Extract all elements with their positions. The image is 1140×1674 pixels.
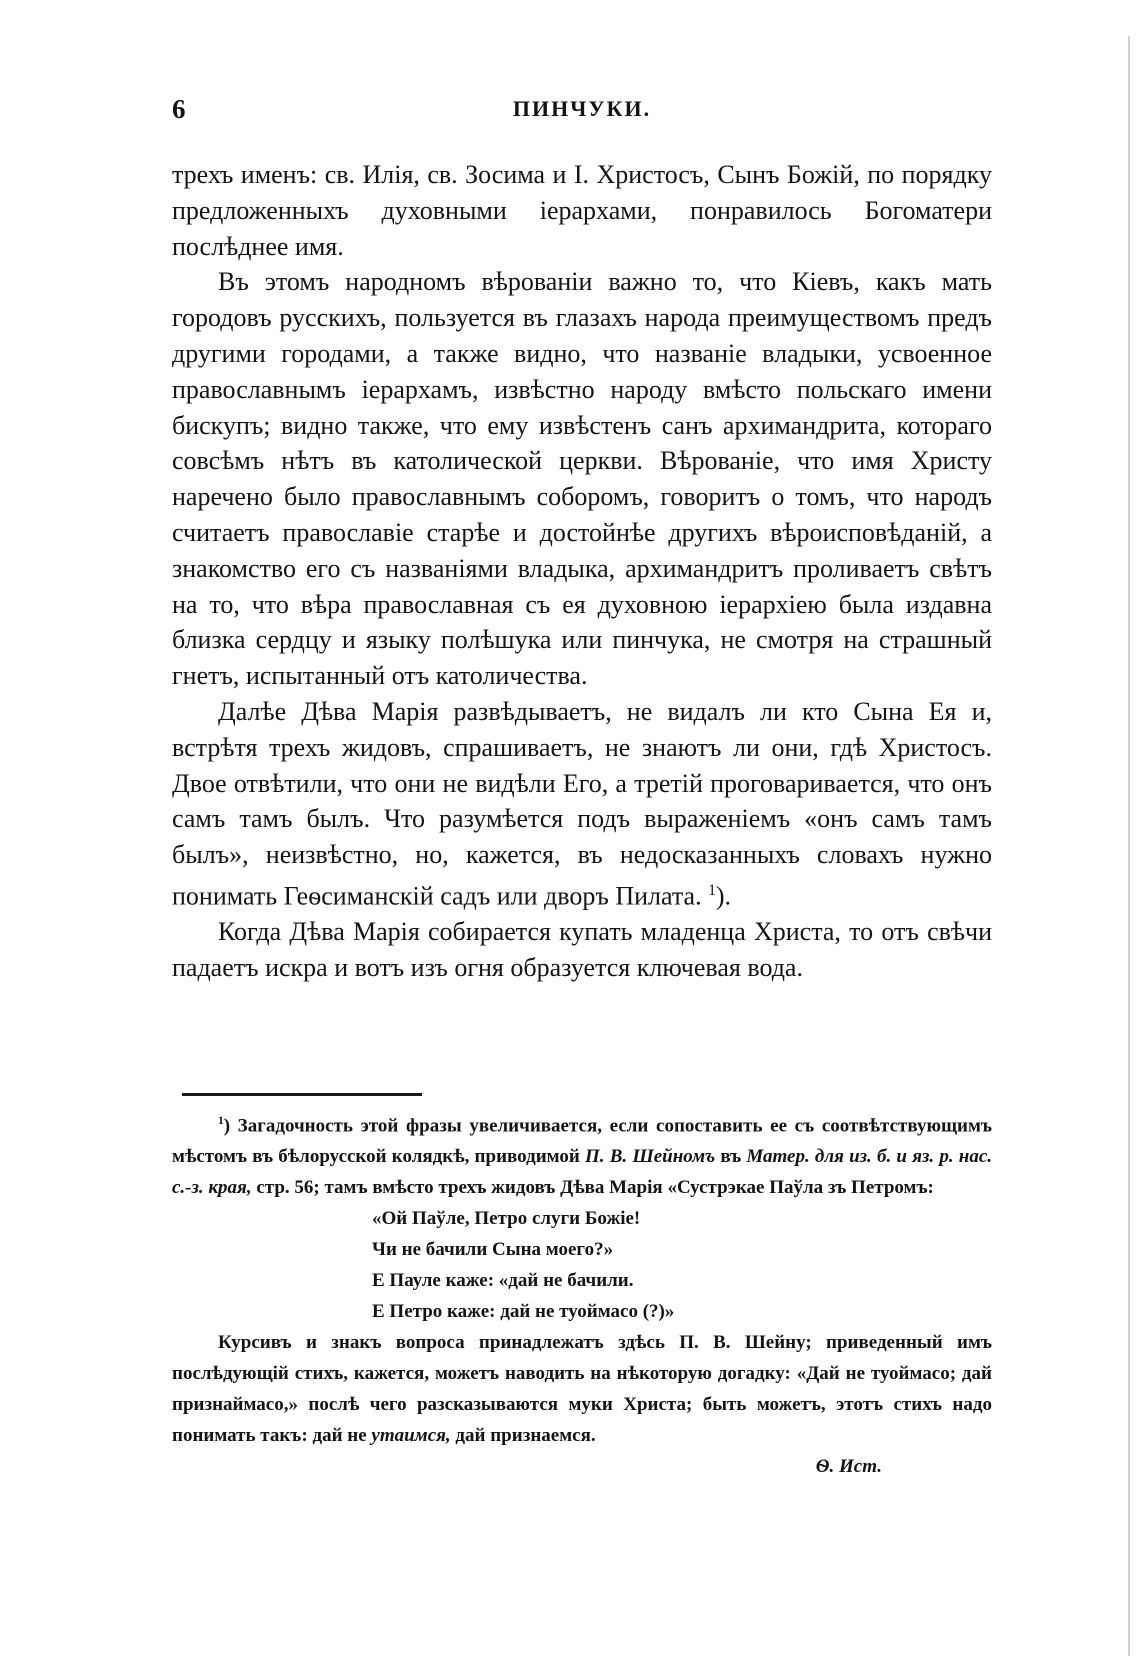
footnote-text-b: въ (720, 1146, 742, 1168)
footnote-text-a: ) Загадочность этой фразы увеличивается, если сопоставить ее съ соотвѣтствующимъ мѣстомъ въ бѣлорусской колядкѣ, приводимой (172, 1115, 992, 1168)
footnote-ref: 1 (708, 881, 716, 899)
paragraph-3 (172, 694, 992, 914)
verse-line-2: «Ой Паўле, Петро слуги Божіе! (372, 1208, 641, 1230)
page-number: 6 (172, 94, 186, 124)
verse-quote (172, 1203, 992, 1327)
footnote-source: Матер. для из. б. и яз. р. нас. с.-з. края, (172, 1146, 993, 1199)
running-title: ПИНЧУКИ. (512, 96, 652, 121)
footnote-separator (182, 1093, 422, 1096)
paragraph-4: Когда Дѣва Марія собирается купать младенца Христа, то отъ свѣчи падаетъ искра и вотъ изъ огня образуется ключевая вода. (172, 917, 992, 983)
footnote-para2-end: дай признаемся. (455, 1425, 596, 1447)
verse-line-3: Чи не бачили Сына моего?» (372, 1239, 614, 1261)
footnote-block (172, 1106, 992, 1482)
footnote-signature-line (172, 1451, 992, 1482)
footnote-author: П. В. Шейномъ (585, 1146, 716, 1168)
verse-line-5: Е Петро каже: дай не туоймасо (?)» (372, 1301, 675, 1323)
footnote-intro (172, 1106, 992, 1203)
footnote-para2: Курсивъ и знакъ вопроса принадлежатъ здѣсь П. В. Шейну; приведенный имъ послѣдующій стихъ, кажется, можетъ наводить на нѣкоторую догадку: «Дай не туоймасо; дай признаймасо,» послѣ чего разсказываются муки Христа; быть можетъ, этотъ стихъ надо понимать такъ: дай не (172, 1332, 992, 1447)
footnote-signature: Ѳ. Ист. (815, 1456, 882, 1478)
main-text (172, 157, 992, 986)
paragraph-2: Въ этомъ народномъ вѣрованіи важно то, что Кіевъ, какъ мать городовъ русскихъ, пользуется въ глазахъ народа преимуществомъ предъ другими городами, а также видно, что названіе владыки, усвоенное православнымъ іерархамъ, извѣстно народу вмѣсто польскаго имени бискупъ; видно также, что ему извѣстенъ санъ архимандрита, котораго совсѣмъ нѣтъ въ католической церкви. Вѣрованіе, что имя Христу наречено было православнымъ соборомъ, говоритъ о томъ, что народъ считаетъ православіе старѣе и достойнѣе другихъ вѣроисповѣданій, а знакомство его съ названіями владыка, архимандритъ проливаетъ свѣтъ на то, что вѣра православная съ ея духовною іерархіею была издавна близка сердцу и языку полѣшука или пинчука, не смотря на страшный гнетъ, испытанный отъ католичества. (172, 267, 992, 691)
footnote-text-c: стр. 56; тамъ вмѣсто трехъ жидовъ Дѣва Марія (256, 1177, 663, 1199)
paragraph-1: трехъ именъ: св. Илія, св. Зосима и І. Христосъ, Сынъ Божій, по порядку предложенныхъ духовными іерархами, понравилось Богоматери послѣднее имя. (172, 160, 992, 261)
verse-line-1: «Сустрэкае Паўла зъ Петромъ: (667, 1177, 934, 1199)
footnote-para2-italic: утаимся, (371, 1425, 451, 1447)
verse-line-4: Е Пауле каже: «дай не бачили. (372, 1270, 634, 1292)
page-header (172, 94, 992, 130)
scan-edge-line (1128, 36, 1130, 1656)
footnote-marker: 1 (218, 1115, 224, 1127)
paragraph-3-text: Далѣе Дѣва Марія развѣдываетъ, не видалъ ли кто Сына Ея и, встрѣтя трехъ жидовъ, спрашиваетъ, не знаютъ ли они, гдѣ Христосъ. Двое отвѣтили, что они не видѣли Его, а третій проговаривается, что онъ самъ тамъ былъ. Что разумѣется подъ выраженіемъ «онъ самъ тамъ былъ», неизвѣстно, но, кажется, въ недосказанныхъ словахъ нужно понимать Геѳсиманскій садъ или дворъ Пилата. (172, 696, 992, 911)
footnote-commentary (172, 1327, 992, 1451)
paragraph-3-end: ). (715, 881, 732, 911)
